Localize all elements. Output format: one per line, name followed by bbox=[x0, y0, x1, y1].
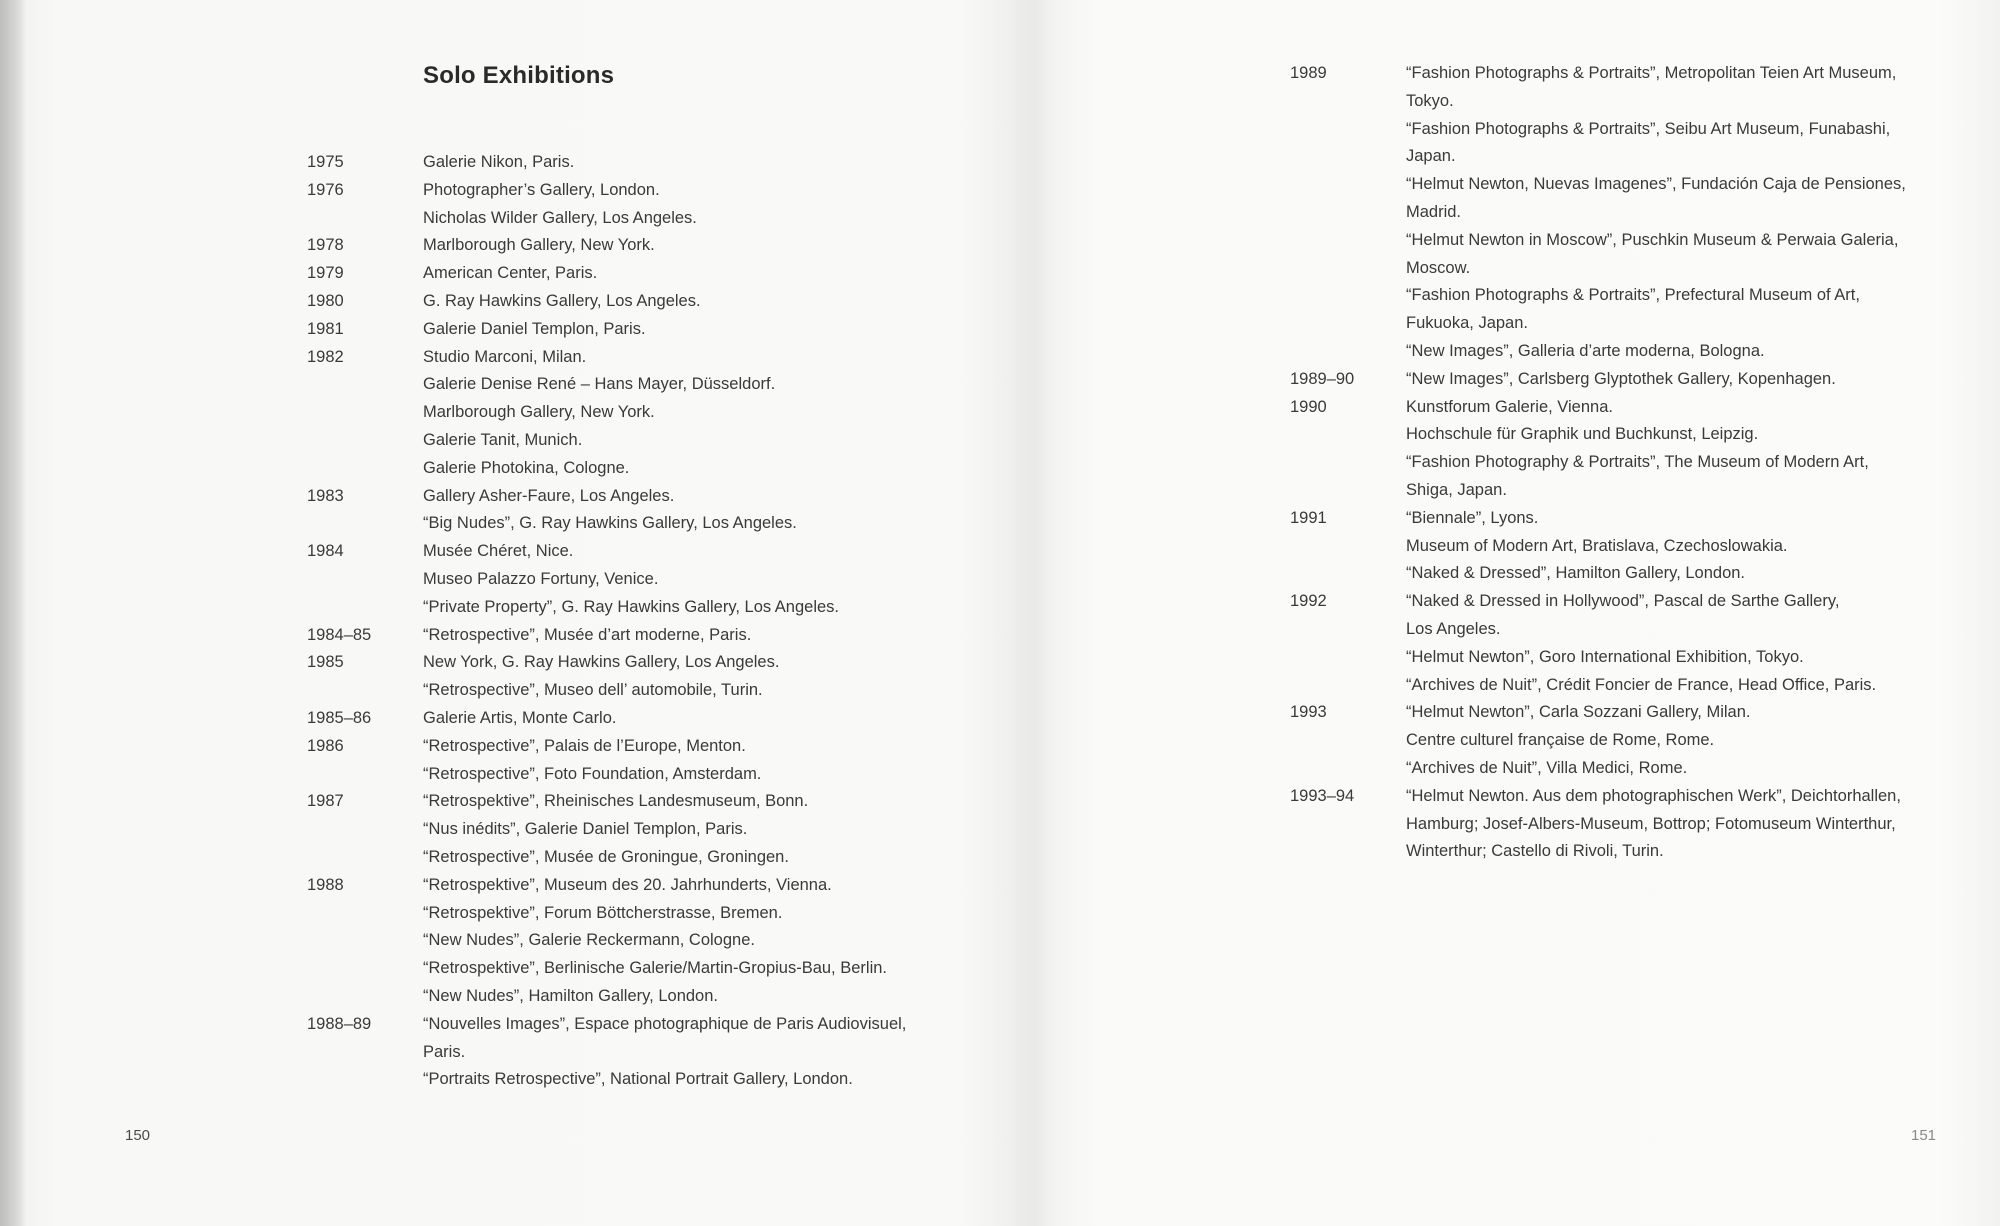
exhibition-year: 1976 bbox=[307, 180, 344, 199]
exhibition-text-line: Madrid. bbox=[1406, 202, 1462, 221]
exhibition-text-line: Nicholas Wilder Gallery, Los Angeles. bbox=[423, 208, 697, 227]
exhibition-entry bbox=[307, 399, 947, 427]
exhibition-entry bbox=[1290, 60, 1970, 116]
right-page bbox=[1030, 0, 2000, 1226]
exhibition-year: 1982 bbox=[307, 347, 344, 366]
exhibition-list-right bbox=[1290, 60, 1970, 866]
exhibition-entry bbox=[1290, 560, 1970, 588]
exhibition-entry bbox=[307, 927, 947, 955]
exhibition-description bbox=[423, 371, 947, 399]
exhibition-text-line: Centre culturel française de Rome, Rome. bbox=[1406, 731, 1715, 750]
exhibition-year: 1992 bbox=[1290, 592, 1327, 611]
exhibition-description bbox=[1406, 282, 1970, 338]
exhibition-text-line: American Center, Paris. bbox=[423, 264, 598, 283]
exhibition-description bbox=[423, 872, 947, 900]
exhibition-entry bbox=[1290, 755, 1970, 783]
exhibition-description bbox=[423, 149, 947, 177]
exhibition-entry bbox=[307, 344, 947, 372]
exhibition-text-line: Gallery Asher-Faure, Los Angeles. bbox=[423, 486, 675, 505]
exhibition-description bbox=[423, 288, 947, 316]
exhibition-description bbox=[1406, 672, 1970, 700]
exhibition-description bbox=[423, 483, 947, 511]
exhibition-text-line: Japan. bbox=[1406, 147, 1456, 166]
exhibition-text-line: Kunstforum Galerie, Vienna. bbox=[1406, 397, 1613, 416]
exhibition-description bbox=[423, 1011, 947, 1067]
exhibition-entry bbox=[1290, 505, 1970, 533]
exhibition-text-line: “Nus inédits”, Galerie Daniel Templon, Paris. bbox=[423, 820, 748, 839]
exhibition-entry bbox=[1290, 533, 1970, 561]
exhibition-text-line: “Retrospektive”, Museum des 20. Jahrhunderts, Vienna. bbox=[423, 875, 832, 894]
exhibition-entry bbox=[1290, 366, 1970, 394]
exhibition-description bbox=[423, 344, 947, 372]
exhibition-text-line: “Retrospective”, Museo dell’ automobile, Turin. bbox=[423, 681, 763, 700]
exhibition-entry bbox=[307, 733, 947, 761]
exhibition-description bbox=[423, 566, 947, 594]
exhibition-entry bbox=[307, 260, 947, 288]
exhibition-text-line: Studio Marconi, Milan. bbox=[423, 347, 587, 366]
exhibition-description bbox=[423, 788, 947, 816]
exhibition-entry bbox=[1290, 338, 1970, 366]
exhibition-entry bbox=[307, 149, 947, 177]
exhibition-description bbox=[1406, 644, 1970, 672]
exhibition-description bbox=[423, 733, 947, 761]
exhibition-text-line: Galerie Tanit, Munich. bbox=[423, 430, 583, 449]
exhibition-entry bbox=[307, 1066, 947, 1094]
exhibition-text-line: “Helmut Newton in Moscow”, Puschkin Museum & Perwaia Galeria, bbox=[1406, 230, 1899, 249]
exhibition-year: 1989–90 bbox=[1290, 369, 1355, 388]
exhibition-year: 1984 bbox=[307, 542, 344, 561]
exhibition-description bbox=[423, 927, 947, 955]
exhibition-year: 1981 bbox=[307, 319, 344, 338]
exhibition-text-line: Museo Palazzo Fortuny, Venice. bbox=[423, 569, 659, 588]
exhibition-text-line: Marlborough Gallery, New York. bbox=[423, 236, 655, 255]
exhibition-description bbox=[1406, 394, 1970, 422]
exhibition-year: 1988–89 bbox=[307, 1014, 372, 1033]
exhibition-year: 1983 bbox=[307, 486, 344, 505]
exhibition-entry bbox=[1290, 394, 1970, 422]
exhibition-year: 1985–86 bbox=[307, 708, 372, 727]
exhibition-entry bbox=[307, 427, 947, 455]
exhibition-description bbox=[423, 983, 947, 1011]
exhibition-entry bbox=[307, 900, 947, 928]
exhibition-text-line: Winterthur; Castello di Rivoli, Turin. bbox=[1406, 842, 1664, 861]
exhibition-entry bbox=[1290, 171, 1970, 227]
exhibition-description bbox=[423, 955, 947, 983]
exhibition-text-line: “New Images”, Galleria d’arte moderna, Bologna. bbox=[1406, 341, 1765, 360]
exhibition-entry bbox=[307, 677, 947, 705]
exhibition-entry bbox=[1290, 227, 1970, 283]
exhibition-text-line: “Naked & Dressed in Hollywood”, Pascal de Sarthe Gallery, bbox=[1406, 592, 1840, 611]
exhibition-text-line: “Big Nudes”, G. Ray Hawkins Gallery, Los Angeles. bbox=[423, 514, 797, 533]
exhibition-description bbox=[1406, 60, 1970, 116]
exhibition-entry bbox=[1290, 672, 1970, 700]
exhibition-text-line: “Naked & Dressed”, Hamilton Gallery, London. bbox=[1406, 564, 1746, 583]
exhibition-text-line: Hochschule für Graphik und Buchkunst, Leipzig. bbox=[1406, 425, 1759, 444]
exhibition-description bbox=[423, 844, 947, 872]
exhibition-entry bbox=[1290, 421, 1970, 449]
exhibition-text-line: “Archives de Nuit”, Villa Medici, Rome. bbox=[1406, 758, 1688, 777]
exhibition-entry bbox=[1290, 699, 1970, 727]
exhibition-text-line: “Helmut Newton”, Carla Sozzani Gallery, Milan. bbox=[1406, 703, 1751, 722]
exhibition-entry bbox=[307, 594, 947, 622]
exhibition-description bbox=[1406, 755, 1970, 783]
exhibition-text-line: “New Nudes”, Hamilton Gallery, London. bbox=[423, 986, 718, 1005]
exhibition-text-line: “Retrospective”, Musée de Groningue, Groningen. bbox=[423, 847, 789, 866]
exhibition-description bbox=[1406, 560, 1970, 588]
exhibition-description bbox=[1406, 783, 1970, 866]
exhibition-entry bbox=[307, 816, 947, 844]
exhibition-year: 1987 bbox=[307, 792, 344, 811]
exhibition-text-line: “Fashion Photographs & Portraits”, Metropolitan Teien Art Museum, bbox=[1406, 64, 1897, 82]
exhibition-text-line: “Fashion Photographs & Portraits”, Seibu Art Museum, Funabashi, bbox=[1406, 119, 1891, 138]
exhibition-text-line: Moscow. bbox=[1406, 258, 1471, 277]
exhibition-year: 1985 bbox=[307, 653, 344, 672]
exhibition-year: 1978 bbox=[307, 236, 344, 255]
exhibition-entry bbox=[1290, 588, 1970, 644]
exhibition-description bbox=[1406, 116, 1970, 172]
exhibition-text-line: “Fashion Photography & Portraits”, The Museum of Modern Art, bbox=[1406, 453, 1869, 472]
exhibition-text-line: New York, G. Ray Hawkins Gallery, Los Angeles. bbox=[423, 653, 780, 672]
exhibition-description bbox=[423, 260, 947, 288]
exhibition-text-line: “Helmut Newton, Nuevas Imagenes”, Fundación Caja de Pensiones, bbox=[1406, 175, 1906, 194]
exhibition-year: 1980 bbox=[307, 291, 344, 310]
exhibition-entry bbox=[307, 705, 947, 733]
exhibition-text-line: Galerie Daniel Templon, Paris. bbox=[423, 319, 646, 338]
exhibition-year: 1979 bbox=[307, 264, 344, 283]
exhibition-text-line: Shiga, Japan. bbox=[1406, 480, 1507, 499]
exhibition-entry bbox=[307, 205, 947, 233]
exhibition-text-line: “Biennale”, Lyons. bbox=[1406, 508, 1539, 527]
page-number-right: 151 bbox=[1911, 1127, 1937, 1144]
exhibition-text-line: “Private Property”, G. Ray Hawkins Gallery, Los Angeles. bbox=[423, 597, 840, 616]
exhibition-year: 1989 bbox=[1290, 64, 1327, 82]
exhibition-year: 1988 bbox=[307, 875, 344, 894]
exhibition-entry bbox=[307, 955, 947, 983]
exhibition-description bbox=[1406, 727, 1970, 755]
exhibition-description bbox=[1406, 699, 1970, 727]
exhibition-entry bbox=[307, 232, 947, 260]
exhibition-description bbox=[423, 705, 947, 733]
exhibition-entry bbox=[307, 483, 947, 511]
exhibition-entry bbox=[307, 761, 947, 789]
exhibition-text-line: G. Ray Hawkins Gallery, Los Angeles. bbox=[423, 291, 701, 310]
exhibition-description bbox=[1406, 338, 1970, 366]
exhibition-text-line: “Retrospektive”, Forum Böttcherstrasse, Bremen. bbox=[423, 903, 783, 922]
exhibition-description bbox=[423, 649, 947, 677]
exhibition-entry bbox=[307, 844, 947, 872]
exhibition-text-line: Paris. bbox=[423, 1042, 466, 1061]
exhibition-text-line: “Helmut Newton. Aus dem photographischen Werk”, Deichtorhallen, bbox=[1406, 786, 1901, 805]
exhibition-description bbox=[423, 538, 947, 566]
exhibition-text-line: Photographer’s Gallery, London. bbox=[423, 180, 660, 199]
exhibition-description bbox=[1406, 421, 1970, 449]
page-number-left: 150 bbox=[125, 1127, 151, 1144]
exhibition-description bbox=[423, 510, 947, 538]
exhibition-entry bbox=[1290, 282, 1970, 338]
exhibition-year: 1984–85 bbox=[307, 625, 372, 644]
exhibition-year: 1986 bbox=[307, 736, 344, 755]
section-title: Solo Exhibitions bbox=[423, 62, 615, 89]
exhibition-entry bbox=[307, 649, 947, 677]
exhibition-entry bbox=[307, 538, 947, 566]
exhibition-entry bbox=[307, 872, 947, 900]
exhibition-description bbox=[423, 427, 947, 455]
exhibition-entry bbox=[307, 371, 947, 399]
exhibition-description bbox=[423, 594, 947, 622]
exhibition-description bbox=[1406, 449, 1970, 505]
exhibition-text-line: “Retrospective”, Foto Foundation, Amsterdam. bbox=[423, 764, 762, 783]
exhibition-year: 1991 bbox=[1290, 508, 1327, 527]
exhibition-year: 1990 bbox=[1290, 397, 1327, 416]
exhibition-text-line: “Retrospektive”, Berlinische Galerie/Martin-Gropius-Bau, Berlin. bbox=[423, 959, 887, 978]
exhibition-description bbox=[423, 455, 947, 483]
exhibition-description bbox=[1406, 171, 1970, 227]
exhibition-description bbox=[423, 177, 947, 205]
exhibition-year: 1993–94 bbox=[1290, 786, 1355, 805]
exhibition-text-line: “Retrospective”, Musée d’art moderne, Paris. bbox=[423, 625, 752, 644]
exhibition-description bbox=[1406, 366, 1970, 394]
exhibition-description bbox=[423, 316, 947, 344]
exhibition-description bbox=[423, 677, 947, 705]
exhibition-description bbox=[1406, 533, 1970, 561]
exhibition-text-line: Tokyo. bbox=[1406, 91, 1454, 110]
exhibition-entry bbox=[307, 788, 947, 816]
exhibition-description bbox=[423, 622, 947, 650]
exhibition-text-line: Galerie Photokina, Cologne. bbox=[423, 458, 630, 477]
exhibition-text-line: “Helmut Newton”, Goro International Exhibition, Tokyo. bbox=[1406, 647, 1804, 666]
exhibition-entry bbox=[307, 622, 947, 650]
exhibition-text-line: “New Images”, Carlsberg Glyptothek Gallery, Kopenhagen. bbox=[1406, 369, 1836, 388]
exhibition-entry bbox=[307, 510, 947, 538]
exhibition-entry bbox=[1290, 449, 1970, 505]
exhibition-entry bbox=[1290, 644, 1970, 672]
exhibition-entry bbox=[307, 1011, 947, 1067]
exhibition-text-line: “Archives de Nuit”, Crédit Foncier de France, Head Office, Paris. bbox=[1406, 675, 1877, 694]
exhibition-description bbox=[1406, 588, 1970, 644]
exhibition-text-line: Musée Chéret, Nice. bbox=[423, 542, 574, 561]
exhibition-year: 1975 bbox=[307, 153, 344, 171]
exhibition-entry bbox=[1290, 727, 1970, 755]
exhibition-text-line: “Fashion Photographs & Portraits”, Prefectural Museum of Art, bbox=[1406, 286, 1860, 305]
exhibition-list-left bbox=[307, 149, 947, 1094]
exhibition-text-line: Hamburg; Josef-Albers-Museum, Bottrop; Fotomuseum Winterthur, bbox=[1406, 814, 1896, 833]
exhibition-year: 1993 bbox=[1290, 703, 1327, 722]
exhibition-description bbox=[423, 205, 947, 233]
exhibition-entry bbox=[307, 566, 947, 594]
exhibition-description bbox=[423, 761, 947, 789]
exhibition-description bbox=[1406, 505, 1970, 533]
exhibition-description bbox=[1406, 227, 1970, 283]
exhibition-entry bbox=[307, 177, 947, 205]
exhibition-description bbox=[423, 900, 947, 928]
exhibition-entry bbox=[1290, 116, 1970, 172]
exhibition-entry bbox=[307, 455, 947, 483]
exhibition-text-line: “Portraits Retrospective”, National Portrait Gallery, London. bbox=[423, 1070, 853, 1089]
exhibition-description bbox=[423, 232, 947, 260]
exhibition-text-line: “Retrospective”, Palais de l’Europe, Menton. bbox=[423, 736, 746, 755]
exhibition-entry bbox=[1290, 783, 1970, 866]
exhibition-entry bbox=[307, 288, 947, 316]
exhibition-text-line: Galerie Artis, Monte Carlo. bbox=[423, 708, 617, 727]
exhibition-entry bbox=[307, 316, 947, 344]
exhibition-text-line: Los Angeles. bbox=[1406, 619, 1501, 638]
exhibition-description bbox=[423, 399, 947, 427]
exhibition-text-line: Museum of Modern Art, Bratislava, Czechoslowakia. bbox=[1406, 536, 1788, 555]
exhibition-text-line: “Nouvelles Images”, Espace photographique de Paris Audiovisuel, bbox=[423, 1014, 907, 1033]
exhibition-text-line: “Retrospektive”, Rheinisches Landesmuseum, Bonn. bbox=[423, 792, 809, 811]
exhibition-text-line: Marlborough Gallery, New York. bbox=[423, 403, 655, 422]
exhibition-text-line: Galerie Denise René – Hans Mayer, Düsseldorf. bbox=[423, 375, 776, 394]
exhibition-description bbox=[423, 816, 947, 844]
exhibition-text-line: “New Nudes”, Galerie Reckermann, Cologne. bbox=[423, 931, 755, 950]
exhibition-entry bbox=[307, 983, 947, 1011]
exhibition-description bbox=[423, 1066, 947, 1094]
exhibition-text-line: Fukuoka, Japan. bbox=[1406, 314, 1528, 333]
exhibition-text-line: Galerie Nikon, Paris. bbox=[423, 153, 575, 171]
